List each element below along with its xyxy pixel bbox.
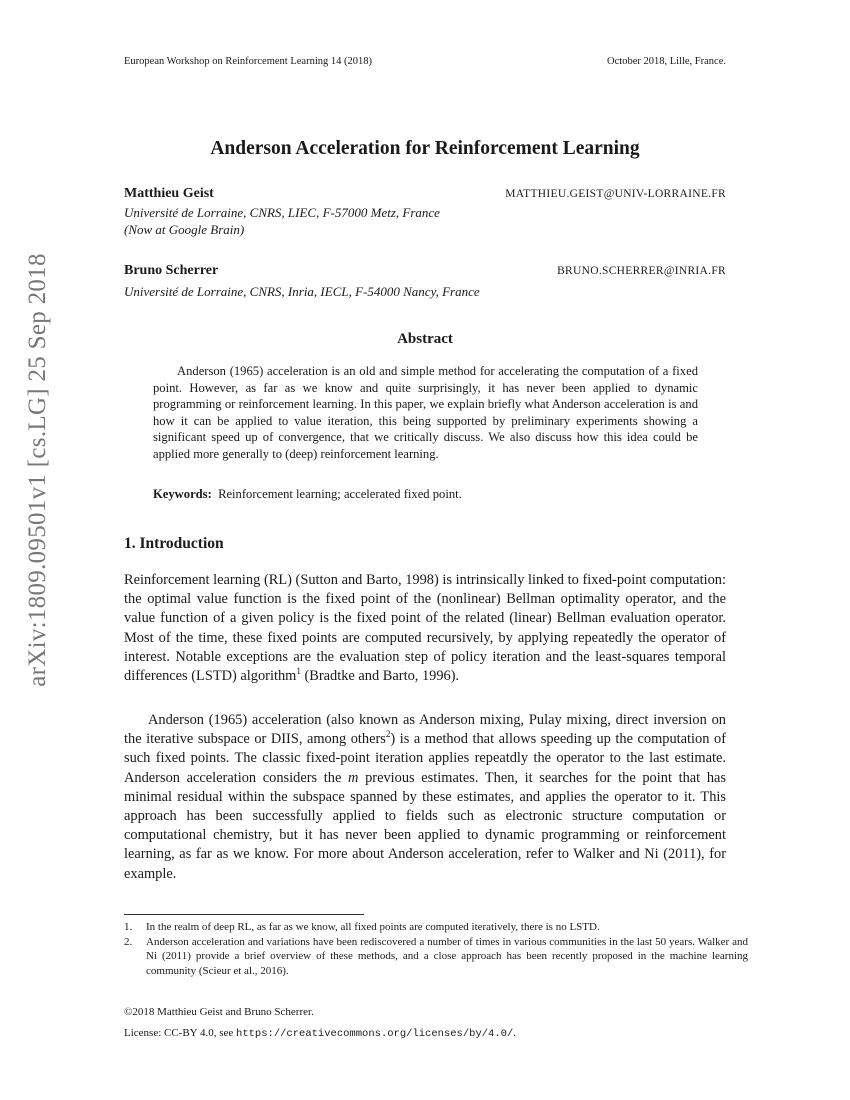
copyright: ©2018 Matthieu Geist and Bruno Scherrer. xyxy=(124,1006,314,1018)
author-2-affiliation: Université de Lorraine, CNRS, Inria, IECL, F-54000 Nancy, France xyxy=(124,284,480,299)
arxiv-stamp-text: arXiv:1809.09501v1 [cs.LG] 25 Sep 2018 xyxy=(24,253,51,687)
footnote-1-number: 1. xyxy=(124,921,133,933)
section-heading: 1. Introduction xyxy=(124,535,224,552)
author-1-affiliation: Université de Lorraine, CNRS, LIEC, F-57000 Metz, France xyxy=(124,205,440,220)
footnote-ref-1: 1 xyxy=(296,666,301,677)
license-suffix: . xyxy=(513,1027,517,1039)
author-2-email: BRUNO.SCHERRER@INRIA.FR xyxy=(557,265,726,277)
license xyxy=(124,1027,516,1040)
p2-text-c: previous estimates. Then, it searches for the point that has minimal residual within the subspace spanned by these estimates, and applies the operator to it. This approach has been successfully applied to fields such as electronic structure computation or computational chemistry, but it has never been applied to dynamic programming or reinforcement learning, as far as we know. For more about Anderson acceleration, refer to Walker and Ni (2011), for example. xyxy=(124,769,727,882)
license-link[interactable]: https://creativecommons.org/licenses/by/4.0/ xyxy=(236,1028,514,1040)
p1-text-a: Reinforcement learning (RL) (Sutton and Barto, 1998) is intrinsically linked to fixed-point computation: the optimal value function is the fixed point of the (nonlinear) Bellman optimality operator, and the value function of a given policy is the fixed point of the related (linear) Bellman evaluation operator. Most of the time, these fixed points are computed recursively, by applying repeatedly the operator of interest. Notable exceptions are the evaluation step of policy iteration and the least-squares temporal differences (LSTD) algorithm xyxy=(124,572,726,685)
footnote-2-number: 2. xyxy=(124,936,133,948)
keywords-label: Keywords: xyxy=(153,487,212,501)
keywords xyxy=(153,487,462,502)
footnote-divider xyxy=(124,914,364,915)
abstract-text: Anderson (1965) acceleration is an old and simple method for accelerating the computation of a fixed point. However, as far as we know and quite surprisingly, it has never been applied to dynamic programming or reinforcement learning. In this paper, we explain briefly what Anderson acceleration is and how it can be applied to value iteration, this being supported by preliminary experiments showing a significant speed up of convergence, that we critically discuss. We also discuss how this idea could be applied more generally to (deep) reinforcement learning. xyxy=(153,364,698,461)
keywords-value: Reinforcement learning; accelerated fixed point. xyxy=(218,487,462,501)
footnote-1 xyxy=(124,920,726,934)
footnote-2 xyxy=(124,935,748,978)
footnote-ref-2: 2 xyxy=(385,729,391,740)
author-1-email: MATTHIEU.GEIST@UNIV-LORRAINE.FR xyxy=(505,188,726,200)
header-venue: European Workshop on Reinforcement Learning 14 (2018) xyxy=(124,56,372,67)
author-2-name: Bruno Scherrer xyxy=(124,263,219,278)
paper-title: Anderson Acceleration for Reinforcement Learning xyxy=(210,138,640,159)
footnote-2-text: Anderson acceleration and variations have been rediscovered a number of times in various communities in the last 50 years. Walker and Ni (2011) provide a brief overview of these methods, and a close approach has been recently proposed in the machine learning community (Scieur et al., 2016). xyxy=(146,936,748,977)
p1-text-b: (Bradtke and Barto, 1996). xyxy=(300,668,460,685)
author-1-note: (Now at Google Brain) xyxy=(124,222,245,237)
math-m: m xyxy=(348,769,359,786)
p2-text-b: ) is a method that allows speeding up the computation of such fixed points. The classic fixed-point iteration applies repeatdly the operator to the last estimate. Anderson acceleration considers the xyxy=(124,731,726,786)
intro-paragraph-1 xyxy=(124,571,726,686)
p2-text-a: Anderson (1965) acceleration (also known as Anderson mixing, Pulay mixing, direct inversion on the iterative subspace or DIIS, among others xyxy=(124,712,726,748)
intro-paragraph-2 xyxy=(124,711,726,884)
abstract-heading: Abstract xyxy=(397,331,453,347)
header-date: October 2018, Lille, France. xyxy=(607,56,726,67)
author-1-name: Matthieu Geist xyxy=(124,186,214,201)
license-prefix: License: CC-BY 4.0, see xyxy=(124,1027,237,1039)
footnote-1-text: In the realm of deep RL, as far as we know, all fixed points are computed iteratively, there is no LSTD. xyxy=(146,921,600,933)
